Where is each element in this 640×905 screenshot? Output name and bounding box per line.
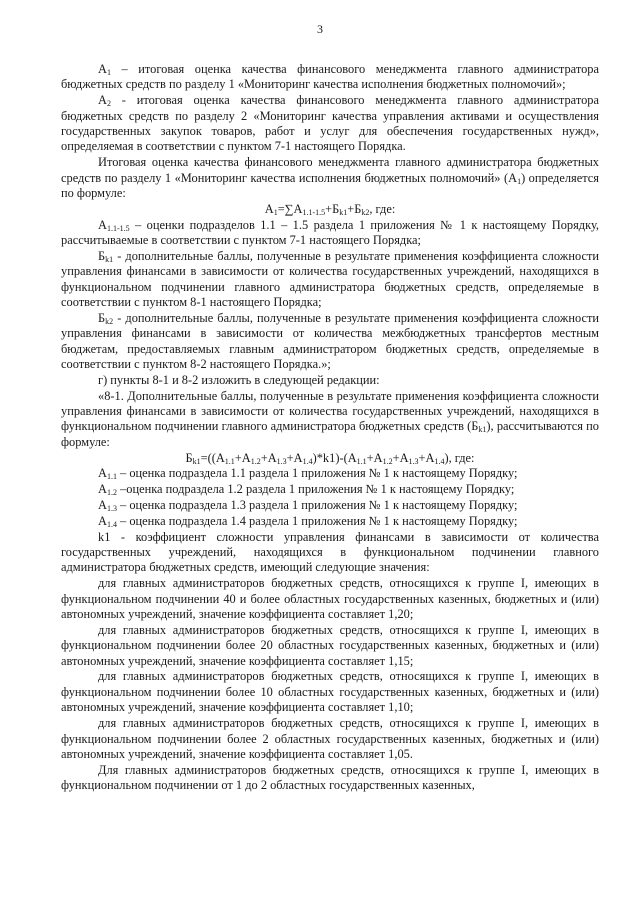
value-120: для главных администраторов бюджетных средств, относящихся к группе I, имеющих в функциональном подчинении 40 и более областных государственных казенных, бюджетных и (или) автономных учреждений, значение коэффициента составляет 1,20; — [61, 576, 599, 622]
formula-a1: $А_1=\sum А_{1.1-1.5}+Б_{k1}+Б_{k2}$, где: — [264, 201, 396, 217]
page-number: 3 — [317, 22, 323, 36]
value-105: для главных администраторов бюджетных средств, относящихся к группе I, имеющих в функциональном подчинении более 2 областных государственных казенных, бюджетных и (или) автономных учреждений, значение коэффициента составляет 1,05. — [61, 716, 599, 761]
formula-bk1: $Б_{k1}=((А_{1.1}+А_{1.2}+А_{1.3}+А_{1.4})*k1)-(А_{1.1}+А_{1.2}+А_{1.3}+А_{1.4})$, где: — [185, 450, 475, 466]
definition-a14: $А_{1.4}$ – оценка подраздела 1.4 раздела 1 приложения № 1 к настоящему Порядку; — [98, 513, 518, 529]
value-1-to-2: Для главных администраторов бюджетных средств, относящихся к группе I, имеющих в функциональном подчинении от 1 до 2 областных государственных казенных, — [61, 762, 599, 793]
paragraph-a11-15: $А_{1.1-1.5}$ – оценки подразделов 1.1 – 1.5 раздела 1 приложения № 1 к настоящему Порядку, рассчитываемые в соответствии с пунктом 7-1 настоящего Порядка; — [61, 217, 599, 248]
paragraph-a1: $А_1$ – итоговая оценка качества финансового менеджмента главного администратора бюджетных средств по разделу 1 «Мониторинг качества исполнения бюджетных полномочий»; — [61, 62, 599, 92]
paragraph-total-score: Итоговая оценка качества финансового менеджмента главного администратора бюджетных средств по разделу 1 «Мониторинг качества исполнения бюджетных полномочий» $(А_1)$ определяется по формуле: — [61, 155, 599, 201]
value-110: для главных администраторов бюджетных средств, относящихся к группе I, имеющих в функциональном подчинении более 10 областных государственных казенных, бюджетных и (или) автономных учреждений, значение коэффициента составляет 1,10; — [61, 669, 599, 715]
definition-a13: $А_{1.3}$ – оценка подраздела 1.3 раздела 1 приложения № 1 к настоящему Порядку; — [98, 498, 518, 514]
value-115: для главных администраторов бюджетных средств, относящихся к группе I, имеющих в функциональном подчинении более 20 областных государственных казенных, бюджетных и (или) автономных учреждений, значение коэффициента составляет 1,15; — [61, 622, 599, 668]
paragraph-bk2: $Б_{k2}$ - дополнительные баллы, полученные в результате применения коэффициента сложности управления финансами в зависимости от количества межбюджетных трансфертов местным бюджетам, предоставляемых главным администратором бюджетных средств, определяемые в соответствии с пунктом 8-2 настоящего Порядка.»; — [61, 310, 599, 372]
paragraph-bk1: $Б_{k1}$ - дополнительные баллы, полученные в результате применения коэффициента сложности управления финансами в зависимости от количества государственных учреждений, находящихся в функциональном подчинении главного администратора бюджетных средств, определяемые в соответствии с пунктом 8-1 настоящего Порядка; — [61, 248, 599, 310]
paragraph-item-g: г) пункты 8-1 и 8-2 изложить в следующей редакции: — [98, 372, 380, 387]
paragraph-a2: $А_2$ - итоговая оценка качества финансового менеджмента главного администратора бюджетных средств по разделу 2 «Мониторинг качества управления активами и осуществления государственных закупок товаров, работ и услуг для обеспечения государственных нужд», определяемая в соответствии с пунктом 7-1 настоящего Порядка. — [61, 93, 599, 154]
paragraph-k1: k1 - коэффициент сложности управления финансами в зависимости от количества государственных учреждений, находящихся в функциональном подчинении главного администратора бюджетных средств, имеющий следующие значения: — [61, 529, 599, 575]
definition-a11: $А_{1.1}$ – оценка подраздела 1.1 раздела 1 приложения № 1 к настоящему Порядку; — [98, 466, 518, 482]
document-body — [61, 62, 599, 794]
paragraph-8-1: «8-1. Дополнительные баллы, полученные в результате применения коэффициента сложности управления финансами в зависимости от количества государственных учреждений, находящихся в функциональном подчинении главного администратора бюджетных средств $(Б_{k1})$, рассчитываются по формуле: — [61, 388, 599, 449]
definition-a12: $А_{1.2}$ –оценка подраздела 1.2 раздела 1 приложения № 1 к настоящему Порядку; — [98, 482, 515, 498]
